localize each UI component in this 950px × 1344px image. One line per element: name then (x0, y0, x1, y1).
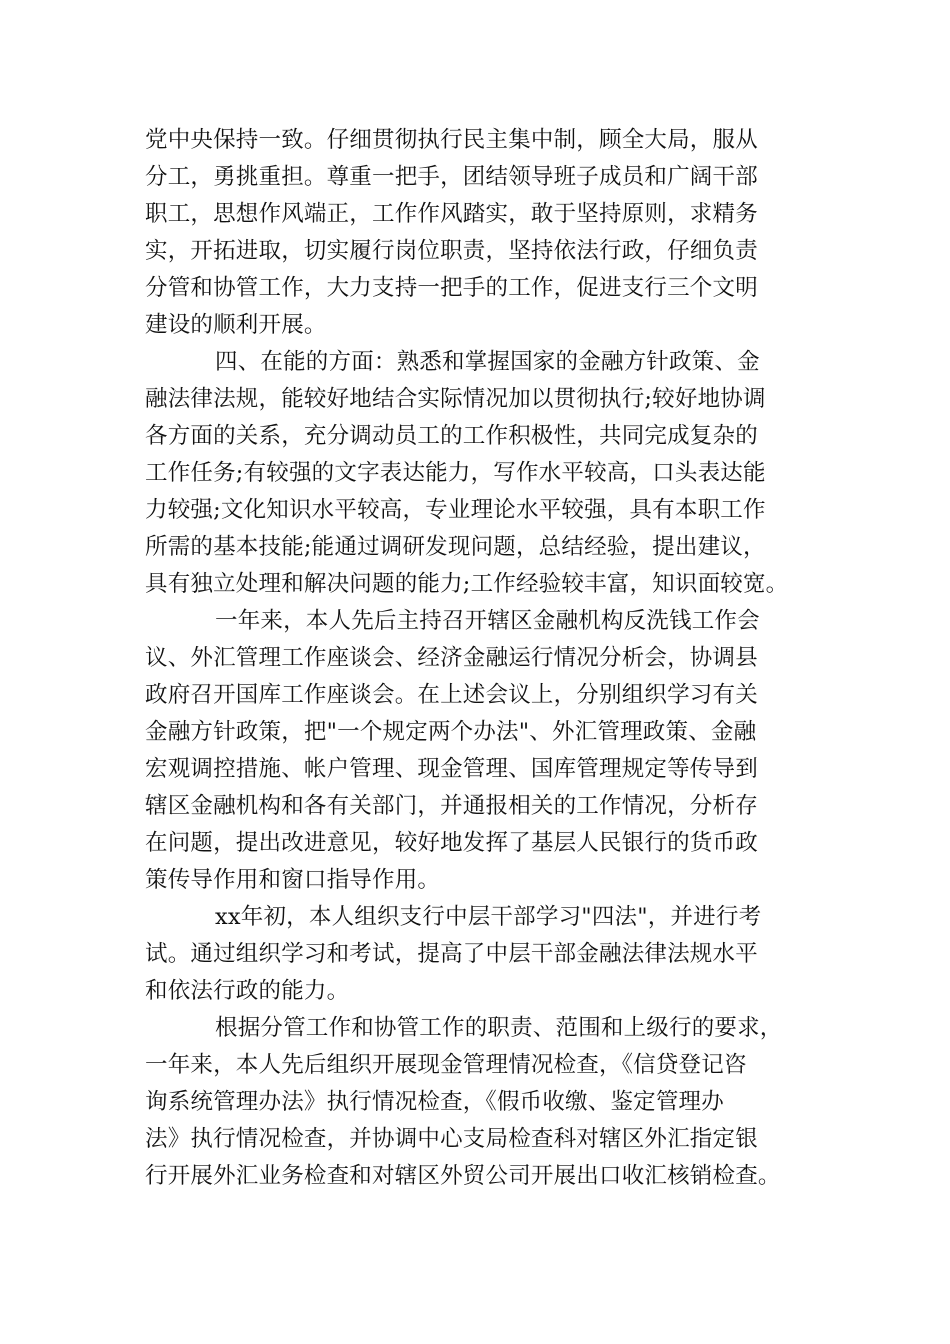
text-line: 行开展外汇业务检查和对辖区外贸公司开展出口收汇核销检查。 (145, 1163, 781, 1189)
paragraph-start-line: 四、在能的方面：熟悉和掌握国家的金融方针政策、金 (215, 349, 760, 375)
text-line: 建设的顺利开展。 (145, 312, 327, 338)
text-line: 分工，勇挑重担。尊重一把手，团结领导班子成员和广阔干部 (145, 164, 758, 190)
text-line: 和依法行政的能力。 (145, 978, 350, 1004)
text-line: 策传导作用和窗口指导作用。 (145, 867, 441, 893)
text-line: 询系统管理办法》执行情况检查，《假币收缴、鉴定管理办 (145, 1089, 724, 1115)
text-line: 各方面的关系，充分调动员工的工作积极性，共同完成复杂的 (145, 423, 758, 449)
text-line: 党中央保持一致。仔细贯彻执行民主集中制，顾全大局，服从 (145, 127, 758, 153)
text-line: 实，开拓进取，切实履行岗位职责，坚持依法行政，仔细负责 (145, 238, 758, 264)
paragraph-start-line: xx年初，本人组织支行中层干部学习"四法"，并进行考 (215, 904, 762, 930)
text-line: 政府召开国库工作座谈会。在上述会议上，分别组织学习有关 (145, 682, 758, 708)
text-line: 力较强;文化知识水平较高，专业理论水平较强，具有本职工作 (145, 497, 766, 523)
text-line: 宏观调控措施、帐户管理、现金管理、国库管理规定等传导到 (145, 756, 758, 782)
text-line: 分管和协管工作，大力支持一把手的工作，促进支行三个文明 (145, 275, 758, 301)
paragraph-start-line: 根据分管工作和协管工作的职责、范围和上级行的要求， (215, 1015, 783, 1041)
text-line: 一年来，本人先后组织开展现金管理情况检查，《信贷登记咨 (145, 1052, 747, 1078)
text-line: 议、外汇管理工作座谈会、经济金融运行情况分析会，协调县 (145, 645, 758, 671)
paragraph-start-line: 一年来，本人先后主持召开辖区金融机构反洗钱工作会 (215, 608, 760, 634)
text-line: 法》执行情况检查，并协调中心支局检查科对辖区外汇指定银 (145, 1126, 758, 1152)
text-line: 辖区金融机构和各有关部门，并通报相关的工作情况，分析存 (145, 793, 758, 819)
text-line: 具有独立处理和解决问题的能力;工作经验较丰富，知识面较宽。 (145, 571, 789, 597)
text-line: 职工，思想作风端正，工作作风踏实，敢于坚持原则，求精务 (145, 201, 758, 227)
text-line: 试。通过组织学习和考试，提高了中层干部金融法律法规水平 (145, 941, 758, 967)
text-line: 金融方针政策，把"一个规定两个办法"、外汇管理政策、金融 (145, 719, 757, 745)
text-line: 在问题，提出改进意见，较好地发挥了基层人民银行的货币政 (145, 830, 758, 856)
text-line: 工作任务;有较强的文字表达能力，写作水平较高，口头表达能 (145, 460, 766, 486)
text-line: 融法律法规，能较好地结合实际情况加以贯彻执行;较好地协调 (145, 386, 766, 412)
text-line: 所需的基本技能;能通过调研发现问题，总结经验，提出建议， (145, 534, 766, 560)
